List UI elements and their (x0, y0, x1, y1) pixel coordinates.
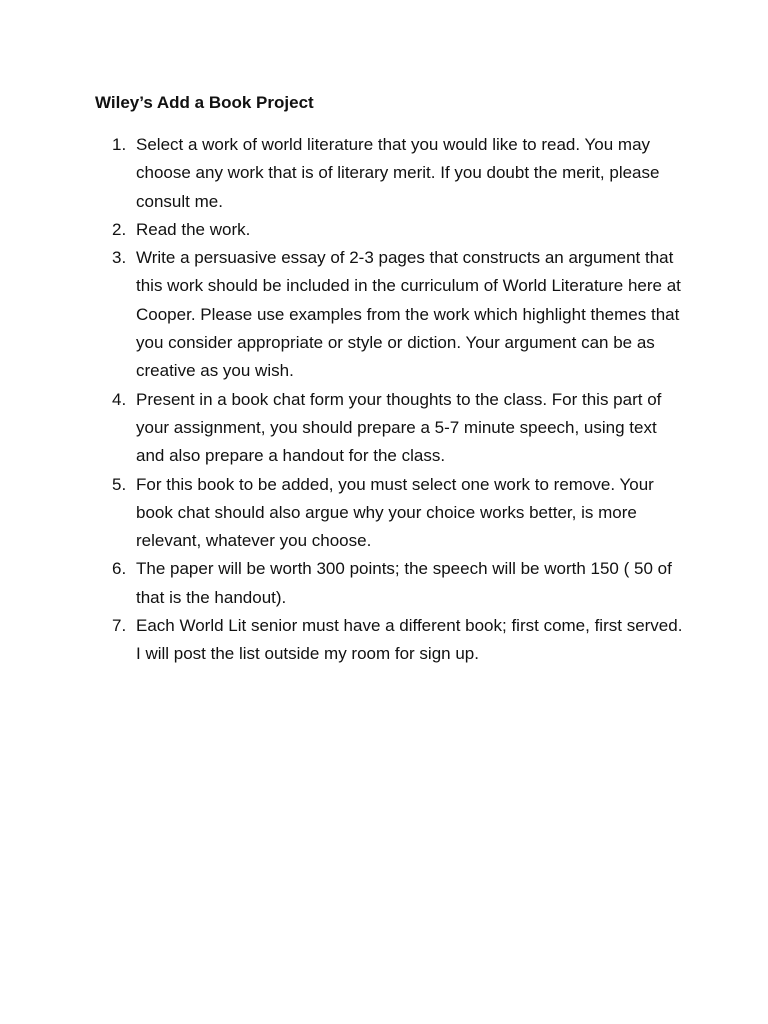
list-item-text: Each World Lit senior must have a different book; first come, first served. I will post the list outside my room for sign up. (136, 616, 683, 664)
list-item (112, 216, 687, 244)
list-item-text: Present in a book chat form your thoughts to the class. For this part of your assignment, you should prepare a 5-7 minute speech, using text and also prepare a handout for the class. (136, 389, 662, 466)
list-item-text: For this book to be added, you must select one work to remove. Your book chat should also argue why your choice works better, is more relevant, whatever you choose. (136, 474, 654, 551)
document-title: Wiley’s Add a Book Project (95, 93, 314, 112)
list-item-number: 3. (112, 248, 127, 268)
list-item-text: Write a persuasive essay of 2-3 pages that constructs an argument that this work should be included in the curriculum of World Literature here at Cooper. Please use examples from the work which highlight themes that you consider appropriate or style or diction. Your argument can be as creative as you wish. (136, 248, 681, 381)
list-item-text: Select a work of world literature that you would like to read. You may choose any work that is of literary merit. If you doubt the merit, please consult me. (136, 135, 660, 211)
list-item (112, 131, 687, 216)
list-item (112, 612, 687, 669)
list-item-number: 2. (112, 219, 127, 239)
list-item-text: The paper will be worth 300 points; the speech will be worth 150 ( 50 of that is the handout). (136, 559, 672, 607)
list-item-number: 5. (112, 474, 127, 494)
list-item-number: 1. (112, 135, 127, 154)
list-item (112, 386, 687, 471)
list-item-number: 7. (112, 616, 127, 636)
instruction-list (112, 131, 687, 669)
list-item-number: 4. (112, 389, 127, 409)
list-item-number: 6. (112, 559, 127, 579)
list-item (112, 244, 687, 385)
list-item (112, 471, 687, 556)
list-item-text: Read the work. (136, 219, 251, 239)
list-item (112, 555, 687, 612)
